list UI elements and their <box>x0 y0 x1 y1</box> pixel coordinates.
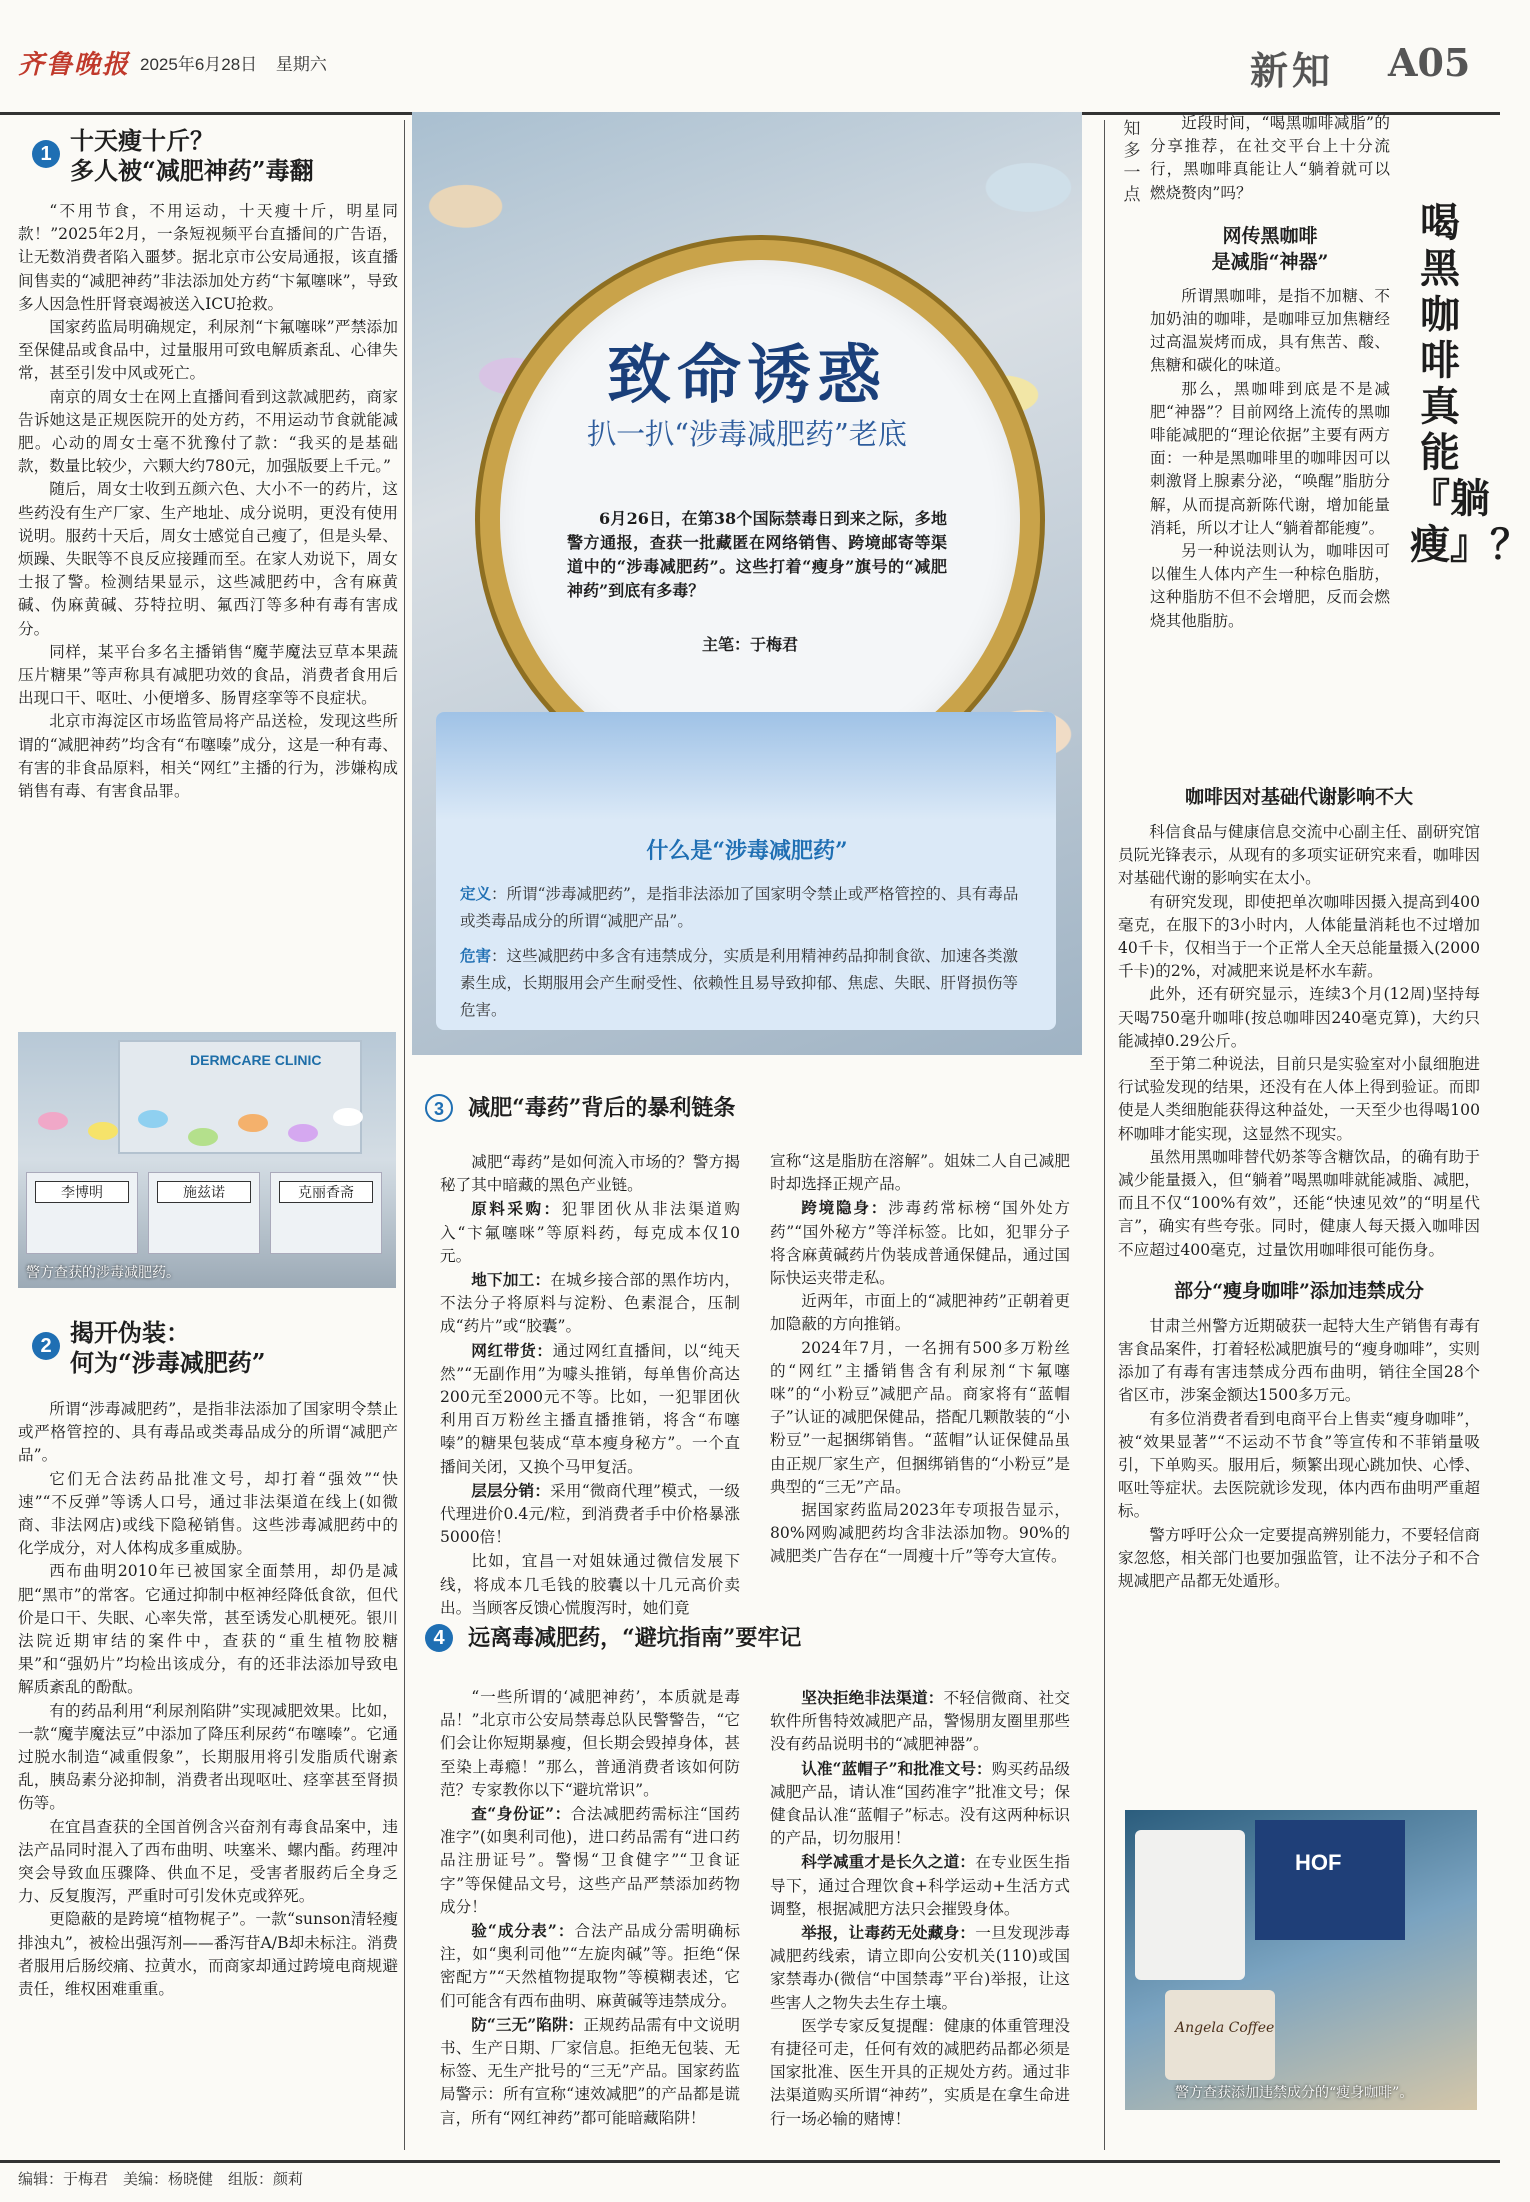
paragraph: 据国家药监局2023年专项报告显示，80%网购减肥药均含非法添加物。90%的减肥类广告存在“一周瘦十斤”等夸大宣传。 <box>770 1501 1070 1566</box>
evidence-bag <box>26 1172 138 1254</box>
section-2-number: 2 <box>32 1332 60 1360</box>
paragraph: 科学减重才是长久之道：在专业医生指导下，通过合理饮食+科学运动+生活方式调整，根据减肥方法只会摧毁身体。 <box>770 1852 1070 1918</box>
slimming-coffee-photo <box>1125 1810 1477 2110</box>
paragraph: 防“三无”陷阱：正规药品需有中文说明书、生产日期、厂家信息。拒绝无包装、无标签、无生产批号的“三无”产品。国家药监局警示：所有宣称“速效减肥”的产品都是谎言，所有“网红神药”都可能暗藏陷阱！ <box>440 2014 740 2127</box>
paragraph: 甘肃兰州警方近期破获一起特大生产销售有毒有害食品案件，打着轻松减肥旗号的“瘦身咖啡”，实则添加了有毒有害违禁成分西布曲明，销往全国28个省区市，涉案金额达1500多万元。 <box>1118 1316 1480 1405</box>
paragraph: “一些所谓的‘减肥神药’，本质就是毒品！”北京市公安局禁毒总队民警警告，“它们会让你短期暴瘦，但长期会毁掉身体，甚至染上毒瘾！”那么，普通消费者该如何防范？专家教你以下“避坑常识”。 <box>440 1688 740 1799</box>
section-3-number: 3 <box>425 1094 453 1122</box>
pill-pile <box>28 1102 378 1162</box>
definition-box-banner <box>436 712 1056 820</box>
paragraph: 减肥“毒药”是如何流入市场的？警方揭秘了其中暗藏的黑色产业链。 <box>440 1153 740 1195</box>
paragraph: 有多位消费者看到电商平台上售卖“瘦身咖啡”，被“效果显著”“不运动不节食”等宣传和不菲销量吸引，下单购买。服用后，频繁出现心跳加快、心悸、呕吐等症状。去医院就诊发现，体内西布曲明严重超标。 <box>1118 1409 1480 1521</box>
product-box-label: HOF <box>1295 1850 1342 1875</box>
paragraph: 在宜昌查获的全国首例含兴奋剂有毒食品案中，违法产品同时混入了西布曲明、呋塞米、螺内酯。药理冲突会导致血压骤降、供血不足，受害者服药后全身乏力、反复腹泻，严重时可引发休克或猝死。 <box>18 1817 398 1906</box>
definition-box-title: 什么是“涉毒减肥药” <box>646 838 848 864</box>
section-2-title-line2: 何为“涉毒减肥药” <box>70 1348 266 1377</box>
paragraph: 层层分销：采用“微商代理”模式，一级代理进价0.4元/粒，到消费者手中价格暴涨5000倍！ <box>440 1480 740 1547</box>
paragraph: 更隐蔽的是跨境“植物梶子”。一款“sunson清轻瘦排浊丸”，被检出强泻剂——番泻苷A/B却未标注。消费者服用后肠绞痛、拉黄水，而商家却通过跨境电商规避责任，维权困难重重。 <box>18 1910 398 1999</box>
hero-author: 主笔：于梅君 <box>702 635 799 654</box>
footer-credits: 编辑：于梅君 美编：杨晓健 组版：颜莉 <box>18 2171 304 2188</box>
sidebar-heading-1: 网传黑咖啡 是减脂“神器” <box>1211 224 1329 273</box>
paragraph: 2024年7月，一名拥有500多万粉丝的“网红”主播销售含有利尿剂“卞氟噻咪”的“小粉豆”减肥产品。商家将有“蓝帽子”认证的减肥保健品，搭配几颗散装的“小粉豆”一起捆绑销售。“蓝帽”认证保健品虽由正规厂家生产，但捆绑销售的“小粉豆”是典型的“三无”产品。 <box>770 1338 1070 1496</box>
section-1 <box>18 126 398 803</box>
paragraph: 此外，还有研究显示，连续3个月(12周)坚持每天喝750毫升咖啡(按总咖啡因240毫克算)，大约只能减掉0.29公斤。 <box>1118 985 1480 1050</box>
paragraph: 警方呼吁公众一定要提高辨别能力，不要轻信商家忽悠，相关部门也要加强监管，让不法分子和不合规减肥产品都无处遁形。 <box>1118 1525 1480 1591</box>
paragraph: 国家药监局明确规定，利尿剂“卞氟噻咪”严禁添加至保健品或食品中，过量服用可致电解质紊乱、心律失常，甚至引发中风或死亡。 <box>18 318 398 383</box>
product-cup-label: Angela Coffee <box>1175 2020 1275 2036</box>
paragraph: 坚决拒绝非法渠道：不轻信微商、社交软件所售特效减肥产品，警惕朋友圈里那些没有药品说明书的“减肥神器”。 <box>770 1688 1070 1754</box>
section-1-title-line1: 十天瘦十斤？ <box>70 126 214 155</box>
section-4-title: 远离毒减肥药，“避坑指南”要牢记 <box>468 1625 802 1651</box>
section-3-title: 减肥“毒药”背后的暴利链条 <box>468 1095 736 1121</box>
paragraph: 认准“蓝帽子”和批准文号：购买药品级减肥产品，请认准“国药准字”批准文号；保健食品认准“蓝帽子”标志。没有这两种标识的产品，切勿服用！ <box>770 1758 1070 1848</box>
section-4-col-a <box>440 1686 740 2130</box>
paragraph: 科信食品与健康信息交流中心副主任、副研究馆员阮光锋表示，从现有的多项实证研究来看，咖啡因对基础代谢的影响实在太小。 <box>1118 823 1480 888</box>
product-cup <box>1165 1990 1275 2080</box>
sidebar-body <box>1118 782 1480 1593</box>
sidebar-label: 知多一点 <box>1123 119 1141 205</box>
paragraph: 西布曲明2010年已被国家全面禁用，却仍是减肥“黑市”的常客。它通过抑制中枢神经降低食欲，但代价是口干、失眠、心率失常，甚至诱发心肌梗死。银川法院近期审结的案件中，查获的“重生植物胶糖果”和“强奶片”均检出该成分，有的还非法添加导致电解质紊乱的酚酞。 <box>18 1562 398 1697</box>
sidebar-intro-column <box>1150 112 1390 633</box>
paragraph: 宣称“这是脂肪在溶解”。姐妹二人自己减肥时却选择正规产品。 <box>770 1152 1070 1194</box>
paragraph: 举报，让毒药无处藏身：一旦发现涉毒减肥药线索，请立即向公安机关(110)或国家禁毒办(微信“中国禁毒”平台)举报，让这些害人之物失去生存土壤。 <box>770 1923 1070 2012</box>
evidence-bag-label: 李博明 <box>35 1181 129 1203</box>
seized-pills-photo <box>18 1032 396 1288</box>
evidence-bag <box>270 1172 382 1254</box>
paragraph: 所谓黑咖啡，是指不加糖、不加奶油的咖啡，是咖啡豆加焦糖经过高温炭烤而成，具有焦苦、酸、焦糖和碳化的味道。 <box>1150 286 1390 375</box>
photo-caption: 警方查获添加违禁成分的“瘦身咖啡”。 <box>1175 2085 1414 2101</box>
paragraph: 同样，某平台多名主播销售“魔芋魔法豆草本果蔬压片糖果”等声称具有减肥功效的食品，消费者食用后出现口干、呕吐、小便增多、肠胃痉挛等不良症状。 <box>18 642 398 708</box>
paragraph: “不用节食，不用运动，十天瘦十斤，明星同款！”2025年2月，一条短视频平台直播间的广告语，让无数消费者陷入噩梦。据北京市公安局通报，该直播间售卖的“减肥神药”非法添加处方药“卞氟噻咪”，导致多人因急性肝肾衰竭被送入ICU抢救。 <box>18 202 398 313</box>
paragraph: 随后，周女士收到五颜六色、大小不一的药片，这些药没有生产厂家、生产地址、成分说明，更没有使用说明。服药十天后，周女士感觉自己瘦了，但是头晕、烦躁、失眠等不良反应接踵而至。在家人劝说下，周女士报了警。检测结果显示，这些减肥药中，含有麻黄碱、伪麻黄碱、芬特拉明、氟西汀等多种有毒有害成分。 <box>18 480 398 638</box>
product-box <box>1255 1820 1405 1940</box>
hero-subtitle: 扒一扒“涉毒减肥药”老底 <box>587 417 907 451</box>
section-2-body <box>18 1398 398 2001</box>
newspaper-logo: 齐鲁晚报 <box>18 50 131 80</box>
sidebar-intro: 近段时间，“喝黑咖啡减脂”的分享推荐，在社交平台上十分流行，黑咖啡真能让人“躺着就可以燃烧赘肉”吗？ <box>1150 114 1390 202</box>
paragraph: 有的药品利用“利尿剂陷阱”实现减肥效果。比如，一款“魔芋魔法豆”中添加了降压利尿药“布噻嗪”。它通过脱水制造“减重假象”，长期服用将引发脂质代谢紊乱，胰岛素分泌抑制，消费者出现呕吐、痉挛甚至肾损伤等。 <box>18 1701 398 1813</box>
evidence-bag <box>148 1172 260 1254</box>
paragraph: 它们无合法药品批准文号，却打着“强效”“快速”“不反弹”等诱人口号，通过非法渠道在线上(如微商、非法网店)或线下隐秘销售。这些涉毒减肥药中的化学成分，对人体构成多重威胁。 <box>18 1469 398 1558</box>
paragraph: 验“成分表”：合法产品成分需明确标注，如“奥利司他”“左旋肉碱”等。拒绝“保密配方”“天然植物提取物”等模糊表述，它们可能含有西布曲明、麻黄碱等违禁成分。 <box>440 1921 740 2010</box>
section-4-number: 4 <box>425 1624 453 1652</box>
column-divider <box>404 120 405 2150</box>
definition-label: 定义 <box>460 884 492 903</box>
paragraph: 有研究发现，即使把单次咖啡因摄入提高到400毫克，在服下的3小时内，人体能量消耗也不过增加40千卡，仅相当于一个正常人全天总能量摄入(2000千卡)的2%，对减肥来说是杯水车薪。 <box>1118 892 1480 981</box>
section-3-col-a <box>440 1150 740 1620</box>
paragraph: 原料采购：犯罪团伙从非法渠道购入“卞氟噻咪”等原料药，每克成本仅10元。 <box>440 1199 740 1265</box>
section-name: 新知 <box>1250 48 1335 93</box>
footer-rule <box>0 2160 1500 2163</box>
paragraph: 网红带货：通过网红直播间，以“纯天然”“无副作用”为噱头推销，每单售价高达200元至2000元不等。比如，一犯罪团伙利用百万粉丝主播直播推销，将含“布噻嗪”的糖果包装成“草本瘦身秘方”。一个直播间关闭，又换个马甲复活。 <box>440 1340 740 1476</box>
paragraph: 南京的周女士在网上直播间看到这款减肥药，商家告诉她这是正规医院开的处方药，不用运动节食就能减肥。心动的周女士毫不犹豫付了款：“我买的是基础款，数量比较少，六颗大约780元，加强版要上千元。” <box>18 387 398 476</box>
paragraph: 近两年，市面上的“减肥神药”正朝着更加隐蔽的方向推销。 <box>770 1292 1070 1334</box>
section-1-title-line2: 多人被“减肥神药”毒翻 <box>70 156 314 185</box>
page-number: A05 <box>1388 40 1471 85</box>
paragraph: 北京市海淀区市场监管局将产品送检，发现这些所谓的“减肥神药”均含有“布噻嗪”成分，这是一种有毒、有害的非食品原料，相关“网红”主播的行为，涉嫌构成销售有毒、有害食品罪。 <box>18 712 398 801</box>
section-4-heading <box>425 1624 801 1652</box>
paragraph: 虽然用黑咖啡替代奶茶等含糖饮品，的确有助于减少能量摄入，但“躺着”喝黑咖啡就能减脂、减肥，而且不仅“100%有效”，还能“快速见效”的“明星代言”，确实有些夸张。同时，健康人每天摄入咖啡因不应超过400毫克，过量饮用咖啡很可能伤身。 <box>1118 1147 1480 1259</box>
issue-date: 2025年6月28日 <box>140 55 258 74</box>
photo-caption: 警方查获的涉毒减肥药。 <box>26 1265 180 1281</box>
evidence-bag-label: 施兹诺 <box>157 1181 251 1203</box>
column-divider <box>1104 120 1105 2150</box>
dateline <box>140 50 327 75</box>
evidence-bag-label: 克丽香斋 <box>279 1181 373 1203</box>
definition-text <box>460 880 1030 935</box>
paragraph: 查“身份证”：合法减肥药需标注“国药准字”(如奥利司他)，进口药品需有“进口药品注册证号”。警惕“卫食健字”“卫食证字”等保健品文号，这些产品严禁添加药物成分！ <box>440 1804 740 1916</box>
definition-body: ：所谓“涉毒减肥药”，是指非法添加了国家明令禁止或严格管控的、具有毒品或类毒品成分的所谓“减肥产品”。 <box>460 885 1019 930</box>
section-2-title-line1: 揭开伪装： <box>70 1318 190 1347</box>
paragraph: 所谓“涉毒减肥药”，是指非法添加了国家明令禁止或严格管控的、具有毒品或类毒品成分的所谓“减肥产品”。 <box>18 1400 398 1465</box>
section-1-number: 1 <box>32 140 60 168</box>
product-box-label: DERMCARE CLINIC <box>190 1052 322 1068</box>
section-4-col-b <box>770 1686 1070 2131</box>
section-1-body <box>18 200 398 803</box>
paragraph: 医学专家反复提醒：健康的体重管理没有捷径可走，任何有效的减肥药品都必须是国家批准、医生开具的正规处方药。通过非法渠道购买所谓“神药”，实质是在拿生命进行一场必输的赌博！ <box>770 2016 1070 2128</box>
harm-body: ：这些减肥药中多含有违禁成分，实质是利用精神药品抑制食欲、加速各类激素生成，长期服用会产生耐受性、依赖性且易导致抑郁、焦虑、失眠、肝肾损伤等危害。 <box>460 947 1019 1019</box>
section-2 <box>18 1318 398 2001</box>
section-3-heading <box>425 1094 735 1122</box>
sidebar-vertical-title: 喝黑咖啡真能『躺瘦』？ <box>1410 199 1530 568</box>
paragraph: 地下加工：在城乡接合部的黑作坊内，不法分子将原料与淀粉、色素混合，压制成“药片”或“胶囊”。 <box>440 1270 740 1336</box>
harm-text <box>460 942 1030 1024</box>
hero-illustration <box>412 112 1082 1055</box>
paragraph: 那么，黑咖啡到底是不是减肥“神器”？目前网络上流传的黑咖啡能减肥的“理论依据”主要有两方面：一种是黑咖啡里的咖啡因可以刺激肾上腺素分泌，“唤醒”脂肪分解，从而提高新陈代谢，增加能量消耗，所以才让人“躺着都能瘦”。 <box>1150 379 1390 537</box>
paragraph: 比如，宜昌一对姐妹通过微信发展下线，将成本几毛钱的胶囊以十几元高价卖出。当顾客反馈心慌腹泻时，她们竟 <box>440 1552 740 1617</box>
issue-weekday: 星期六 <box>275 55 327 74</box>
section-3-col-b <box>770 1150 1070 1569</box>
sidebar-heading-3: 部分“瘦身咖啡”添加违禁成分 <box>1174 1279 1424 1302</box>
sidebar-heading-2: 咖啡因对基础代谢影响不大 <box>1184 786 1413 808</box>
hero-title: 致命诱惑 <box>607 338 887 413</box>
harm-label: 危害 <box>460 946 492 965</box>
paragraph: 另一种说法则认为，咖啡因可以催生人体内产生一种棕色脂肪，这种脂肪不但不会增肥，反而会燃烧其他脂肪。 <box>1150 542 1390 630</box>
paragraph: 至于第二种说法，目前只是实验室对小鼠细胞进行试验发现的结果，还没有在人体上得到验证。而即使是人类细胞能获得这种益处，一天至少也得喝100杯咖啡才能实现，这显然不现实。 <box>1118 1055 1480 1143</box>
product-pouch <box>1135 1830 1245 1980</box>
hero-lead: 6月26日，在第38个国际禁毒日到来之际，多地警方通报，查获一批藏匿在网络销售、跨境邮寄等渠道中的“涉毒减肥药”。这些打着“瘦身”旗号的“减肥神药”到底有多毒？ <box>567 509 947 600</box>
paragraph: 跨境隐身：涉毒药常标榜“国外处方药”“国外秘方”等洋标签。比如，犯罪分子将含麻黄碱药片伪装成普通保健品，通过国际快运夹带走私。 <box>770 1198 1070 1288</box>
